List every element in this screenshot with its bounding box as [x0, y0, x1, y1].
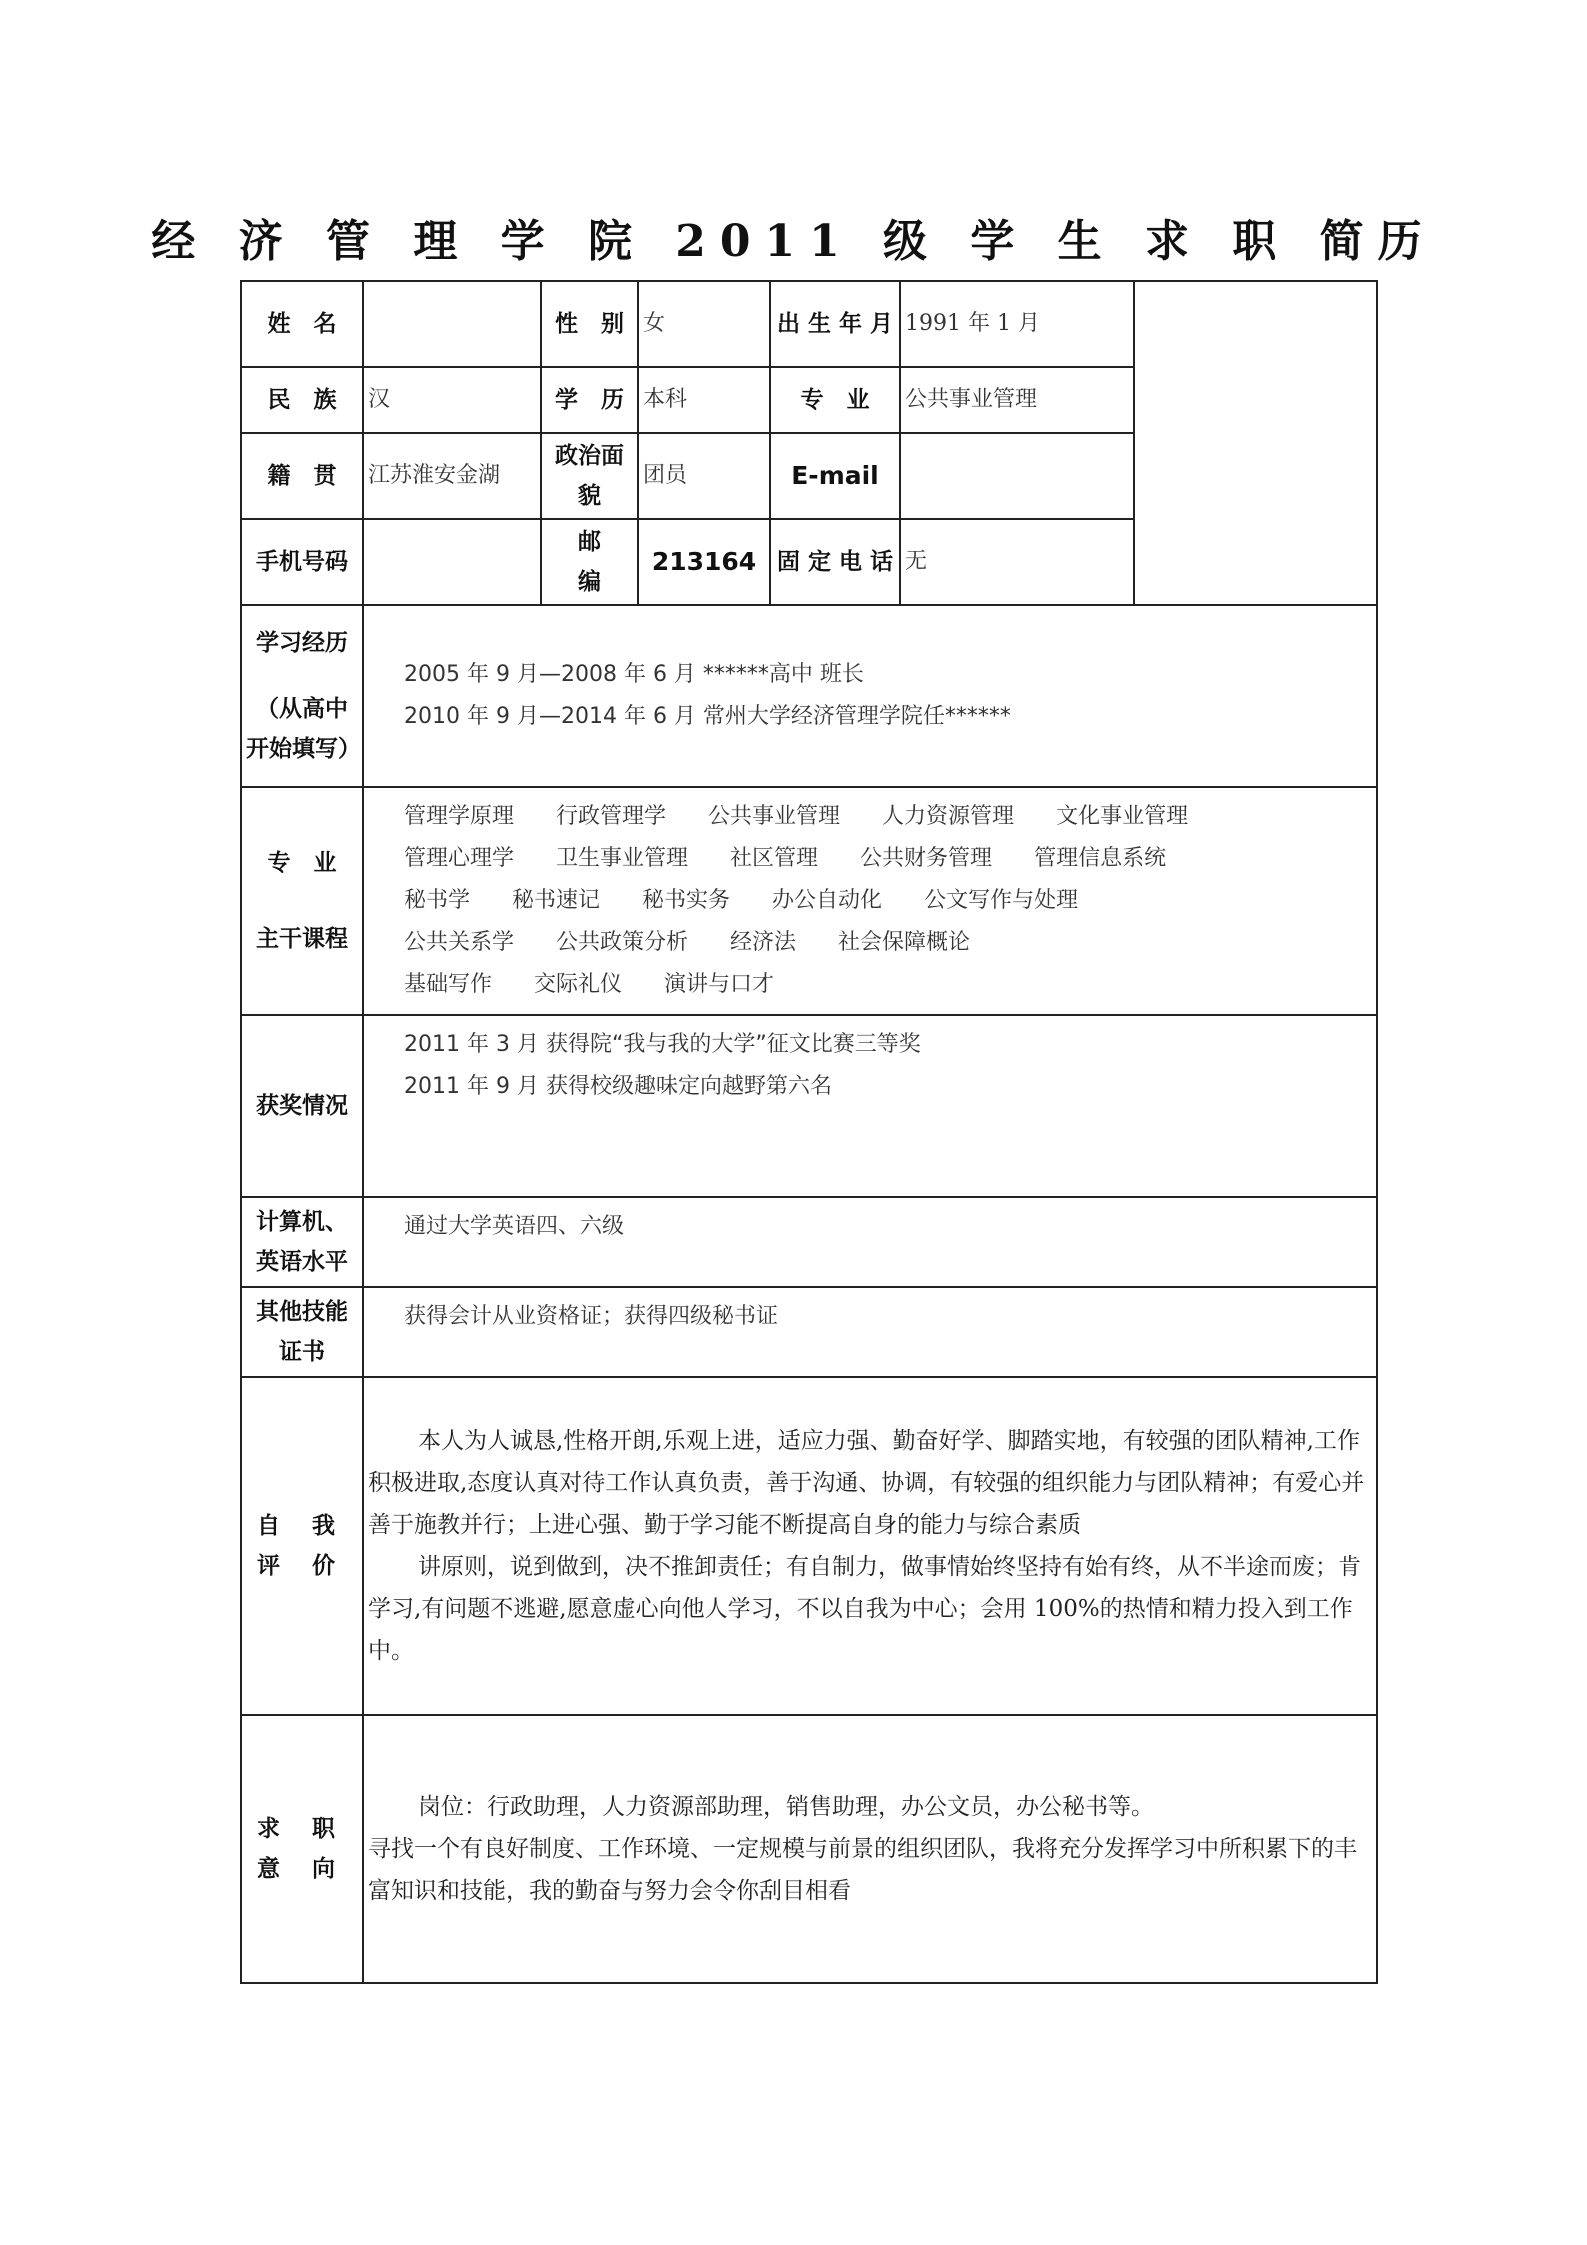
- name-label: 姓 名: [241, 281, 363, 367]
- self-eval-paragraph: 本人为人诚恳,性格开朗,乐观上进，适应力强、勤奋好学、脚踏实地，有较强的团队精神,工作积极进取,态度认真对待工作认真负责，善于沟通、协调，有较强的组织能力与团队精神；有爱心并善于施教并行；上进心强、勤于学习能不断提高自身的能力与综合素质: [368, 1428, 1365, 1538]
- gender-label: 性 别: [541, 281, 638, 367]
- computer-english-label: 计算机、英语水平: [241, 1197, 363, 1287]
- courses-label-line1: 专 业: [267, 849, 337, 876]
- postcode-value: 213164: [638, 519, 770, 605]
- course-item: 卫生事业管理: [556, 846, 689, 871]
- computer-english-content: [363, 1197, 1377, 1287]
- award-entry: 2011 年 9 月 获得校级趣味定向越野第六名: [404, 1074, 832, 1099]
- major-value: 公共事业管理: [900, 367, 1134, 433]
- email-label: E-mail: [770, 433, 900, 519]
- education-value: 本科: [638, 367, 770, 433]
- course-row: [404, 838, 1372, 880]
- course-row: [404, 922, 1372, 964]
- course-item: 交际礼仪: [534, 972, 623, 997]
- course-item: 行政管理学: [556, 804, 667, 829]
- awards-label: 获奖情况: [241, 1015, 363, 1197]
- email-value: [900, 433, 1134, 519]
- resume-table: [240, 280, 1376, 1984]
- birth-label: 出 生 年 月: [770, 281, 900, 367]
- self-eval-label: 自 我 评 价: [241, 1377, 363, 1715]
- course-item: 管理学原理: [404, 804, 515, 829]
- course-item: 人力资源管理: [882, 804, 1015, 829]
- political-label: 政治面貌: [541, 433, 638, 519]
- origin-value: 江苏淮安金湖: [363, 433, 541, 519]
- award-entry: 2011 年 3 月 获得院“我与我的大学”征文比赛三等奖: [404, 1032, 921, 1057]
- job-intent-label: 求 职 意 向: [241, 1715, 363, 1983]
- course-item: 管理信息系统: [1034, 846, 1167, 871]
- course-item: 社区管理: [730, 846, 819, 871]
- course-item: 经济法: [730, 930, 797, 955]
- course-item: 社会保障概论: [838, 930, 971, 955]
- courses-label: [241, 787, 363, 1015]
- mobile-label: 手机号码: [241, 519, 363, 605]
- course-item: 公共事业管理: [708, 804, 841, 829]
- phone-label: 固 定 电 话: [770, 519, 900, 605]
- study-entry: 2005 年 9 月—2008 年 6 月 ******高中 班长: [404, 662, 864, 687]
- study-entry: 2010 年 9 月—2014 年 6 月 常州大学经济管理学院任******: [404, 704, 1011, 729]
- course-item: 管理心理学: [404, 846, 515, 871]
- study-content: [363, 605, 1377, 787]
- postcode-label: 邮 编: [541, 519, 638, 605]
- awards-content: [363, 1015, 1377, 1197]
- course-row: [404, 796, 1372, 838]
- photo-area: [1134, 281, 1377, 605]
- gender-value: 女: [638, 281, 770, 367]
- course-item: 文化事业管理: [1056, 804, 1189, 829]
- course-row: [404, 964, 1372, 1006]
- ethnic-value: 汉: [363, 367, 541, 433]
- resume-title: 经 济 管 理 学 院 2011 级 学 生 求 职 简历: [151, 216, 1436, 267]
- mobile-value: [363, 519, 541, 605]
- job-intent-paragraph: 岗位：行政助理，人力资源部助理，销售助理，办公文员，办公秘书等。: [418, 1794, 1154, 1820]
- skills-content: [363, 1287, 1377, 1377]
- skills-label: 其他技能证书: [241, 1287, 363, 1377]
- study-label-main: 学习经历: [256, 629, 348, 656]
- course-item: 公共关系学: [404, 930, 515, 955]
- skills-value: 获得会计从业资格证；获得四级秘书证: [404, 1304, 779, 1329]
- course-item: 秘书实务: [642, 888, 731, 913]
- political-value: 团员: [638, 433, 770, 519]
- course-item: 办公自动化: [772, 888, 883, 913]
- major-label: 专 业: [770, 367, 900, 433]
- course-item: 公文写作与处理: [924, 888, 1079, 913]
- education-label: 学 历: [541, 367, 638, 433]
- course-item: 基础写作: [404, 972, 493, 997]
- course-item: 秘书速记: [512, 888, 601, 913]
- self-eval-paragraph: 讲原则，说到做到，决不推卸责任；有自制力，做事情始终坚持有始有终，从不半途而废；肯学习,有问题不逃避,愿意虚心向他人学习，不以自我为中心；会用 100%的热情和精力投入到工作中。: [368, 1554, 1361, 1664]
- courses-content: [363, 787, 1377, 1015]
- ethnic-label: 民 族: [241, 367, 363, 433]
- course-item: 秘书学: [404, 888, 471, 913]
- computer-english-value: 通过大学英语四、六级: [404, 1214, 625, 1239]
- study-label-note: （从高中开始填写）: [246, 695, 361, 762]
- origin-label: 籍 贯: [241, 433, 363, 519]
- course-item: 演讲与口才: [664, 972, 775, 997]
- job-intent-content: [363, 1715, 1377, 1983]
- courses-label-line2: 主干课程: [256, 925, 348, 952]
- job-intent-paragraph: 寻找一个有良好制度、工作环境、一定规模与前景的组织团队，我将充分发挥学习中所积累下的丰富知识和技能，我的勤奋与努力会令你刮目相看: [368, 1836, 1357, 1904]
- birth-value: 1991 年 1 月: [900, 281, 1134, 367]
- self-eval-content: [363, 1377, 1377, 1715]
- phone-value: 无: [900, 519, 1134, 605]
- study-label: [241, 605, 363, 787]
- course-item: 公共政策分析: [556, 930, 689, 955]
- course-row: [404, 880, 1372, 922]
- course-item: 公共财务管理: [860, 846, 993, 871]
- name-value: [363, 281, 541, 367]
